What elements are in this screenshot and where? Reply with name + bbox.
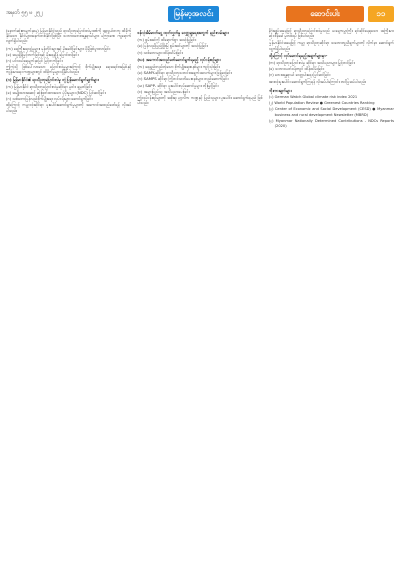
paragraph: မြန်မာနိုင်ငံအနေဖြင့် ကမ္ဘာ့ ရာသီဥတုဆိုင်ရာ သဘောတူညီချက်များကို လိုက်နာ ဆောင်ရွက်လျက်ရှိပါသည်။ bbox=[268, 40, 394, 51]
subheading: (ဂ) မြန်မာနိုင်ငံ၏ ရာသီဥတုပြောင်းလဲမှု တုံ့ပြန်ဆောင်ရွက်ချက်များ bbox=[6, 76, 99, 82]
list-item: (ဃ) SAPP- ဆိုင်ရာ ပူးပေါင်းလုပ်ဆောင်မှုများ တိုးမြှင့်ခြင်း bbox=[137, 82, 219, 88]
references bbox=[269, 88, 394, 129]
reference-item: (၃) Center of Economic and Social Development (CESD) ● Myanmar business and rural development Newsletter (MBRD) bbox=[268, 107, 394, 117]
list-item: (က) စွမ်းအင်ကို ထိရောက်စွာ အသုံးပြုခြင်း bbox=[137, 37, 196, 43]
list-item: (က) ရာသီဥတုပြောင်းလဲမှု ဆိုင်ရာ အသိပညာများ မြှင့်တင်ခြင်း bbox=[268, 60, 355, 66]
subheading: (ဃ) အကောင်အထည်ဖော်ဆောင်ရွက်ရမည့် လုပ်ငန်းစဉ်များ bbox=[137, 56, 221, 62]
reference-item: (၂) World Population Review ● Greenest Countries Ranking bbox=[268, 101, 375, 106]
reference-item: (၄) Myanmar Nationally Determined Contributions - NDCs Reports (2020) bbox=[268, 118, 394, 129]
list-item: (ခ) SAMY-ဆိုင်ရာ ရာသီဥတုသတင်းအချက်အလက်များ ဖြန့်ဝေခြင်း bbox=[137, 70, 232, 76]
article-body bbox=[6, 28, 394, 558]
list-item: (ခ) အမျိုးသားအဆင့် ဆုံးဖြတ်ထားသော ပံ့ပိုးမှုများ (NDC) ပြင်ဆင်ခြင်း bbox=[6, 90, 106, 96]
paragraph: ဤလုပ်ငန်းစဉ်များကို အစိုးရ၊ ပုဂ္ဂလိက ကဏ္ဍနှင့် ပြည်သူများ ပူးပေါင်း ဆောင်ရွက်ရမည် ဖြစ်ပါသည်။ bbox=[137, 95, 263, 106]
article-column-1 bbox=[6, 28, 131, 558]
list-item: (ဂ) သစ်တောများ ထိန်းသိမ်းခြင်း bbox=[137, 49, 183, 55]
subheading: ထို့ကြောင့် လုပ်ဆောင်ရမည့်အချက်များမှာ- bbox=[268, 52, 328, 58]
list-item: (ဂ) ပင်လယ်ရေမျက်နှာပြင် မြင့်တက်ခြင်း bbox=[6, 58, 63, 64]
paragraph: အားလုံးပူးပေါင်း ဆောင်ရွက်ကြရန် လိုအပ်ပါကြောင်း တင်ပြအပ်ပါသည်။ bbox=[268, 78, 367, 84]
list-item: (ဂ) ဘေးအန္တရာယ် လျော့ပါးရေး ပြင်ဆင်ခြင်း bbox=[268, 72, 331, 78]
subheading: ဖန်လုံအိမ်ဓာတ်ငွေ့ ထုတ်လွှတ်မှု လျှော့ချရေးအတွက် နည်းလမ်းများ bbox=[137, 30, 229, 35]
list-item: (င) အများပြည်သူ အသိပညာပေးခြင်း bbox=[137, 88, 190, 94]
paragraph: ဤကဲ့သို့ ဖြစ်ပေါ်လာသော ပြောင်းလဲမှုများကြောင့် စိုက်ပျိုးရေး၊ ရေအရင်းအမြစ်နှင့် ကျန်းမာရေး ကဏ္ဍများတွင် ထိခိုက်မှုများ ရှိနိုင်ပါသည်။ bbox=[6, 64, 132, 75]
list-item: (က) ရေရှည်တည်တံ့သော စိုက်ပျိုးရေးစနစ်များ ကျင့်သုံးခြင်း bbox=[137, 64, 220, 70]
list-item: (ဂ) SAMPS ဆိုင်ရာ ကြိုတင်သတိပေးစနစ်များ တည်ဆောက်ခြင်း bbox=[137, 76, 229, 82]
list-item: (က) မြန်မာနိုင်ငံ ရာသီဥတုပြောင်းလဲမှုဆိုင်ရာ မူဝါဒ ချမှတ်ခြင်း bbox=[6, 83, 92, 89]
list-item: (ခ) အပူချိန်မြင့်တက်ခြင်းနှင့် မိုးရေချိန် ပြောင်းလဲခြင်း bbox=[6, 51, 79, 57]
list-item: (ဂ) သစ်တောပြန်လည်စိုက်ပျိုးရေး လုပ်ငန်းများ ဆောင်ရွက်ခြင်း bbox=[6, 96, 93, 102]
page-header bbox=[0, 0, 400, 30]
page-number: ၁၁ bbox=[368, 6, 394, 22]
list-item: (ခ) သဘာဝပတ်ဝန်းကျင် ထိန်းသိမ်းခြင်း bbox=[268, 66, 324, 72]
reference-item: (၁) German Watch Global climate risk index 2021 bbox=[268, 95, 358, 100]
list-item: (က) ရေကြီးရေလျှံမှုများ၊ မုန်တိုင်းများနှင့် မိုးခေါင်ခြင်းများ ပိုမိုဖြစ်ပွားလာခြင်း bbox=[6, 45, 110, 51]
newspaper-brand: မြန်မာ့အလင်း bbox=[168, 6, 219, 22]
issue-number: အမှတ် ၅၅ ဗ ၂၅၂ bbox=[6, 10, 43, 16]
article-column-2 bbox=[137, 28, 262, 558]
references-title: ကိုးကားချက်များ bbox=[268, 87, 292, 93]
paragraph: နိဂုံးချုပ်အနေဖြင့် ရာသီဥတုပြောင်းလဲမှုသည် ယနေ့ကမ္ဘာကြီး ရင်ဆိုင်နေရသော အကြီးမားဆုံး စိန်ခေါ်မှုတစ်ရပ် ဖြစ်ပါသည်။ bbox=[268, 28, 394, 39]
list-item: (ခ) ပြန်လည်ပြည့်ဖြိုးမြဲ စွမ်းအင်များကို အသုံးပြုခြင်း bbox=[137, 43, 208, 49]
article-column-3 bbox=[269, 28, 394, 558]
paragraph: ထို့ကြောင့် ကမ္ဘာလုံးဆိုင်ရာ ပူးပေါင်းဆောင်ရွက်မှုများကို အကောင်အထည်ဖော်ရန် လိုအပ်ပါသည်။ bbox=[6, 102, 132, 113]
paragraph: (နောက်ဆုံးစာမျက်နှာမှ) မြန်မာနိုင်ငံသည် ရာသီဥတုပြောင်းလဲမှုဒဏ်ကို အလွယ်တကူ ထိခိုက်နိုင်သော နိုင်ငံများအနက်တစ်နိုင်ငံဖြစ်ပြီး သဘာဝဘေးအန္တရာယ်များ မကြာခဏ ကျရောက်လျက်ရှိပါသည်။ bbox=[6, 28, 132, 44]
section-label: ဆောင်းပါး bbox=[286, 6, 364, 22]
